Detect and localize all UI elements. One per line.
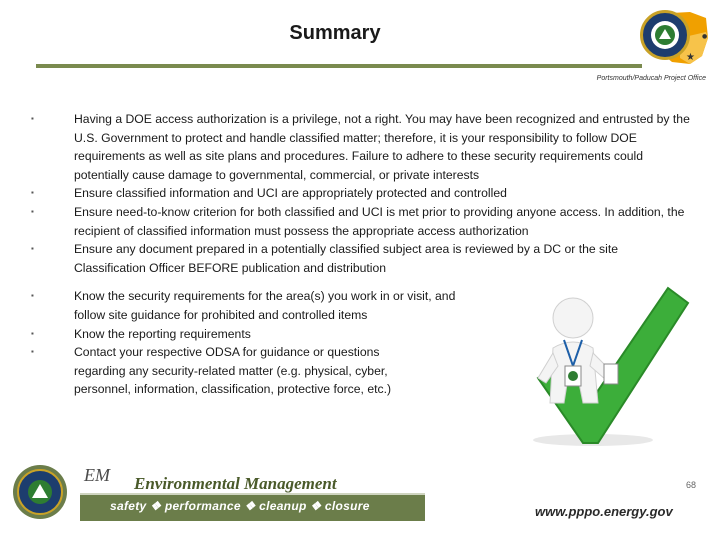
bullet-icon: ▪ [31,188,34,198]
bullet-text: Ensure classified information and UCI are appropriately protected and controlled [74,186,507,201]
page-number: 68 [686,480,697,490]
slide-title: Summary [289,22,381,44]
bullet-text: Know the security requirements for the area(s) you work in or visit, and follow site guidance for prohibited and controlled items [74,289,456,322]
svg-text:★: ★ [686,52,695,63]
bullet-text: Know the reporting requirements [74,326,251,341]
bullet-icon: ▪ [31,347,34,357]
bullet-icon: ▪ [31,206,34,216]
bullet-icon: ▪ [31,114,34,123]
list-item [30,287,484,324]
list-item [30,110,690,184]
figure-with-checkmark-image [498,278,698,448]
bullet-icon: ▪ [31,291,34,301]
svg-text:●: ● [702,33,708,40]
bullet-icon: ▪ [31,328,34,338]
bullet-icon: ▪ [31,244,34,254]
footer-tagline: safety ❖ performance ❖ cleanup ❖ closure [110,499,370,513]
bullet-text: Ensure any document prepared in a potentially classified subject area is reviewed by a DC or the site Classification Officer BEFORE publication and distribution [74,242,618,275]
bullet-text: Having a DOE access authorization is a privilege, not a right. You may have been recognized and entrusted by the U.S. Government to protect and handle classified matter; therefore, it is your responsibility to follow DOE requirements as well as site plans and procedures. Failure to adhere to these security requirements could potentially cause damage to governmental, commercial, or private interests [74,112,690,182]
list-item [30,203,690,240]
header-rule [36,64,642,68]
list-item [30,325,484,344]
list-item [30,240,690,277]
doe-seal-footer-icon [12,464,68,520]
em-title: Environmental Management [134,474,337,493]
em-logo: EM [84,465,110,485]
bullet-text: Contact your respective ODSA for guidance or questions regarding any security-related matter (e.g. physical, cyber, personnel, information, classification, protective force, etc.) [74,345,392,397]
list-item [30,184,690,203]
footer-url: www.pppo.energy.gov [535,504,673,519]
list-item [30,343,434,399]
doe-seal-icon [640,10,690,60]
office-label: Portsmouth/Paducah Project Office [596,75,706,82]
bullet-text: Ensure need-to-know criterion for both classified and UCI is met prior to providing anyone access. In addition, the recipient of classified information must possess the appropriate access authorization [74,204,685,238]
